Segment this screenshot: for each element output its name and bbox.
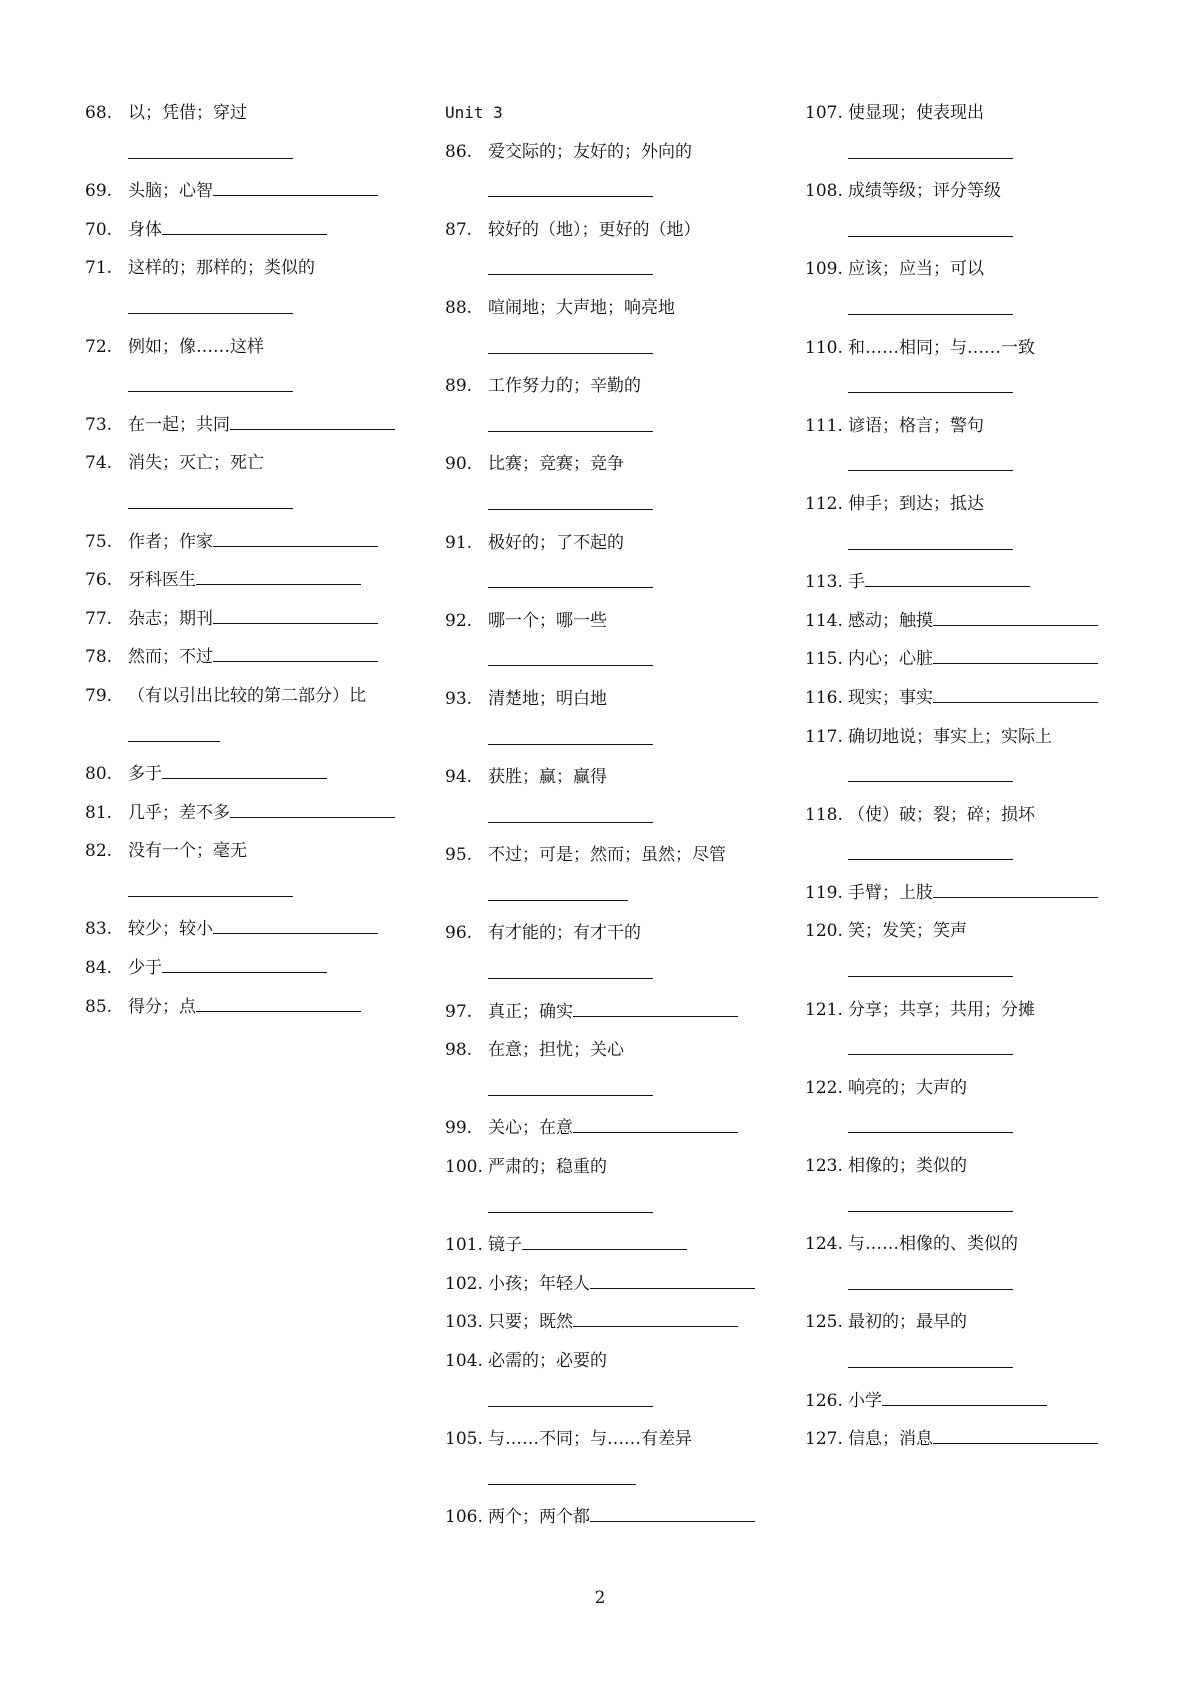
- vocab-entry: [445, 289, 785, 354]
- answer-blank[interactable]: [848, 1264, 1013, 1290]
- entry-number: 101.: [445, 1235, 483, 1256]
- entry-meaning: 分享；共享；共用；分摊: [848, 999, 1035, 1020]
- entry-meaning: 与……相像的、类似的: [848, 1234, 1018, 1255]
- entry-meaning: 手臂；上肢: [848, 882, 933, 903]
- answer-blank[interactable]: [848, 367, 1013, 393]
- entry-number: 94.: [445, 767, 473, 788]
- answer-blank[interactable]: [848, 1186, 1013, 1212]
- entry-number: 116.: [805, 687, 843, 708]
- vocab-entry: [445, 602, 785, 667]
- entry-meaning: 和……相同；与……一致: [848, 337, 1035, 358]
- entry-meaning: 成绩等级；评分等级: [848, 181, 1001, 202]
- vocab-entry: [805, 172, 1145, 237]
- vocab-entry: [85, 794, 425, 833]
- vocab-entry: [445, 758, 785, 823]
- entry-number: 83.: [85, 919, 113, 940]
- answer-blank[interactable]: [590, 1499, 755, 1522]
- answer-blank[interactable]: [488, 249, 653, 275]
- vocab-entry: [805, 94, 1145, 159]
- column-2: [445, 94, 785, 1537]
- entry-meaning: 在一起；共同: [128, 414, 230, 435]
- entry-meaning: 工作努力的；辛勤的: [488, 376, 641, 397]
- entry-meaning: 相像的；类似的: [848, 1156, 967, 1177]
- answer-blank[interactable]: [882, 1383, 1047, 1406]
- vocab-entry: [85, 523, 425, 562]
- entry-meaning: 只要；既然: [488, 1312, 573, 1333]
- entry-meaning: 以；凭借；穿过: [128, 103, 247, 123]
- vocab-entry: [85, 755, 425, 794]
- entry-meaning: 头脑；心智: [128, 181, 213, 202]
- answer-blank[interactable]: [933, 1421, 1098, 1444]
- entry-meaning: 多于: [128, 764, 162, 785]
- entry-number: 107.: [805, 103, 843, 123]
- answer-blank[interactable]: [488, 640, 653, 666]
- entry-number: 91.: [445, 532, 473, 553]
- entry-number: 85.: [85, 996, 113, 1017]
- vocab-entry: [445, 1031, 785, 1096]
- entry-meaning: 杂志；期刊: [128, 608, 213, 629]
- answer-blank[interactable]: [128, 366, 293, 392]
- answer-blank[interactable]: [933, 875, 1098, 898]
- entry-meaning: 信息；消息: [848, 1429, 933, 1450]
- vocab-entry: [445, 1498, 785, 1537]
- entry-meaning: 应该；应当；可以: [848, 259, 984, 280]
- vocab-entry: [445, 524, 785, 589]
- answer-blank[interactable]: [128, 288, 293, 314]
- vocab-entry: [445, 993, 785, 1032]
- entry-number: 109.: [805, 259, 843, 280]
- entry-number: 100.: [445, 1157, 483, 1178]
- entry-number: 102.: [445, 1273, 483, 1294]
- answer-blank[interactable]: [162, 212, 327, 235]
- vocab-entry: [445, 680, 785, 745]
- entry-meaning: 内心；心脏: [848, 649, 933, 670]
- answer-blank[interactable]: [230, 795, 395, 818]
- answer-blank[interactable]: [488, 406, 653, 432]
- vocab-entry: [445, 1420, 785, 1485]
- entry-number: 106.: [445, 1507, 483, 1528]
- entry-meaning: 最初的；最早的: [848, 1312, 967, 1333]
- answer-blank[interactable]: [573, 994, 738, 1017]
- entry-number: 89.: [445, 376, 473, 397]
- entry-number: 118.: [805, 804, 843, 825]
- vocab-entry: [805, 1225, 1145, 1290]
- answer-blank[interactable]: [162, 756, 327, 779]
- entry-meaning: （使）破；裂；碎；损坏: [848, 804, 1035, 825]
- answer-blank[interactable]: [848, 524, 1013, 550]
- entry-meaning: 真正；确实: [488, 1001, 573, 1022]
- answer-blank[interactable]: [848, 1029, 1013, 1055]
- entry-number: 119.: [805, 882, 843, 903]
- entry-meaning: 少于: [128, 958, 162, 979]
- entry-number: 69.: [85, 181, 113, 202]
- entry-number: 117.: [805, 726, 843, 747]
- vocab-entry: [445, 836, 785, 901]
- answer-blank[interactable]: [162, 950, 327, 973]
- entry-meaning: 没有一个；毫无: [128, 841, 247, 862]
- answer-blank[interactable]: [230, 407, 395, 430]
- entry-meaning: 笑；发笑；笑声: [848, 921, 967, 942]
- entry-meaning: 例如；像……这样: [128, 336, 264, 357]
- vocab-entry: [85, 988, 425, 1027]
- vocab-entry: [445, 1109, 785, 1148]
- vocab-entry: [85, 910, 425, 949]
- entry-number: 70.: [85, 219, 113, 240]
- answer-blank[interactable]: [865, 564, 1030, 587]
- vocab-entry: [445, 1342, 785, 1407]
- entry-number: 74.: [85, 453, 113, 474]
- entry-number: 105.: [445, 1429, 483, 1450]
- entry-number: 81.: [85, 802, 113, 823]
- vocab-entry: [805, 1303, 1145, 1368]
- entry-number: 78.: [85, 647, 113, 668]
- entry-meaning: 极好的；了不起的: [488, 532, 624, 553]
- entry-meaning: 小学: [848, 1390, 882, 1411]
- entry-number: 76.: [85, 570, 113, 591]
- entry-number: 96.: [445, 923, 473, 944]
- entry-meaning: 严肃的；稳重的: [488, 1157, 607, 1178]
- vocab-entry: [805, 718, 1145, 783]
- answer-blank[interactable]: [196, 562, 361, 585]
- vocab-entry: [805, 912, 1145, 977]
- vocab-entry: [85, 406, 425, 445]
- answer-blank[interactable]: [488, 1070, 653, 1096]
- entry-number: 80.: [85, 764, 113, 785]
- entry-meaning: 不过；可是；然而；虽然；尽管: [488, 845, 726, 866]
- entry-number: 87.: [445, 219, 473, 240]
- entry-number: 121.: [805, 999, 843, 1020]
- vocab-entry: [85, 328, 425, 393]
- answer-blank[interactable]: [213, 601, 378, 624]
- entry-number: 112.: [805, 493, 843, 514]
- entry-number: 86.: [445, 141, 473, 162]
- answer-blank[interactable]: [213, 639, 378, 662]
- entry-number: 75.: [85, 531, 113, 552]
- column-1: [85, 94, 425, 1026]
- entry-number: 84.: [85, 958, 113, 979]
- answer-blank[interactable]: [213, 911, 378, 934]
- vocab-entry: [805, 874, 1145, 913]
- answer-blank[interactable]: [213, 173, 378, 196]
- column-3: [805, 94, 1145, 1459]
- entry-meaning: 两个；两个都: [488, 1507, 590, 1528]
- entry-number: 71.: [85, 258, 113, 279]
- answer-blank[interactable]: [488, 1459, 636, 1485]
- entry-meaning: 必需的；必要的: [488, 1351, 607, 1371]
- vocab-entry: [805, 1420, 1145, 1459]
- entry-meaning: 喧闹地；大声地；响亮地: [488, 297, 675, 318]
- entry-meaning: 有才能的；有才干的: [488, 923, 641, 944]
- answer-blank[interactable]: [848, 951, 1013, 977]
- vocab-entry: [85, 249, 425, 314]
- vocab-entry: [805, 407, 1145, 472]
- vocab-entry: [85, 600, 425, 639]
- vocab-entry: [805, 602, 1145, 641]
- answer-blank[interactable]: [933, 603, 1098, 626]
- entry-number: 77.: [85, 608, 113, 629]
- entry-meaning: 牙科医生: [128, 570, 196, 591]
- entry-number: 120.: [805, 921, 843, 942]
- entry-meaning: 较好的（地）；更好的（地）: [488, 219, 701, 240]
- vocab-entry: [445, 914, 785, 979]
- entry-meaning: 镜子: [488, 1235, 522, 1256]
- entry-number: 90.: [445, 454, 473, 475]
- answer-blank[interactable]: [573, 1304, 738, 1327]
- entry-number: 79.: [85, 685, 113, 706]
- entry-number: 122.: [805, 1077, 843, 1098]
- entry-meaning: 比赛；竞赛；竞争: [488, 454, 624, 475]
- entry-number: 73.: [85, 414, 113, 435]
- vocab-entry: [85, 677, 425, 742]
- entry-number: 124.: [805, 1234, 843, 1255]
- entry-number: 103.: [445, 1312, 483, 1333]
- answer-blank[interactable]: [848, 289, 1013, 315]
- entry-number: 104.: [445, 1351, 483, 1371]
- vocab-entry: [805, 1382, 1145, 1421]
- answer-blank[interactable]: [488, 484, 653, 510]
- answer-blank[interactable]: [488, 797, 653, 823]
- vocab-entry: [85, 172, 425, 211]
- entry-number: 68.: [85, 103, 113, 123]
- answer-blank[interactable]: [848, 834, 1013, 860]
- answer-blank[interactable]: [573, 1110, 738, 1133]
- answer-blank[interactable]: [848, 1107, 1013, 1133]
- vocab-entry: [85, 638, 425, 677]
- vocab-entry: [85, 211, 425, 250]
- answer-blank[interactable]: [488, 328, 653, 354]
- entry-meaning: （有以引出比较的第二部分）比: [128, 685, 366, 706]
- vocab-entry: [445, 445, 785, 510]
- entry-meaning: 确切地说；事实上；实际上: [848, 726, 1052, 747]
- answer-blank[interactable]: [933, 641, 1098, 664]
- entry-meaning: 身体: [128, 219, 162, 240]
- entry-number: 127.: [805, 1429, 843, 1450]
- answer-blank[interactable]: [488, 875, 628, 901]
- entry-meaning: 现实；事实: [848, 687, 933, 708]
- entry-number: 93.: [445, 688, 473, 709]
- entry-meaning: 使显现；使表现出: [848, 103, 984, 123]
- entry-meaning: 伸手；到达；抵达: [848, 493, 984, 514]
- entry-meaning: 在意；担忧；关心: [488, 1040, 624, 1061]
- entry-number: 125.: [805, 1312, 843, 1333]
- entry-meaning: 然而；不过: [128, 647, 213, 668]
- answer-blank[interactable]: [848, 133, 1013, 159]
- vocab-entry: [805, 563, 1145, 602]
- entry-number: 98.: [445, 1040, 473, 1061]
- answer-blank[interactable]: [933, 680, 1098, 703]
- entry-number: 108.: [805, 181, 843, 202]
- vocab-entry: [805, 991, 1145, 1056]
- entry-meaning: 几乎；差不多: [128, 802, 230, 823]
- entry-meaning: 响亮的；大声的: [848, 1077, 967, 1098]
- entry-number: 123.: [805, 1156, 843, 1177]
- vocab-entry: [445, 1148, 785, 1213]
- unit-heading: Unit 3: [445, 103, 503, 122]
- entry-meaning: 爱交际的；友好的；外向的: [488, 141, 692, 162]
- vocab-entry: [805, 640, 1145, 679]
- vocab-entry: [805, 485, 1145, 550]
- answer-blank[interactable]: [488, 953, 653, 979]
- entry-number: 88.: [445, 297, 473, 318]
- vocab-entry: [85, 444, 425, 509]
- entry-meaning: 与……不同；与……有差异: [488, 1429, 692, 1450]
- entry-meaning: 感动；触摸: [848, 610, 933, 631]
- vocab-entry: [805, 329, 1145, 394]
- vocab-entry: [445, 1265, 785, 1304]
- entry-number: 111.: [805, 415, 843, 436]
- entry-number: 72.: [85, 336, 113, 357]
- vocab-entry: [805, 1069, 1145, 1134]
- entry-number: 92.: [445, 610, 473, 631]
- entry-number: 82.: [85, 841, 113, 862]
- page-number: 2: [594, 1588, 606, 1608]
- answer-blank[interactable]: [488, 562, 653, 588]
- vocab-entry: [805, 250, 1145, 315]
- entry-meaning: 较少；较小: [128, 919, 213, 940]
- answer-blank[interactable]: [488, 1381, 653, 1407]
- answer-blank[interactable]: [128, 871, 293, 897]
- answer-blank[interactable]: [522, 1227, 687, 1250]
- entry-number: 115.: [805, 649, 843, 670]
- entry-meaning: 手: [848, 572, 865, 593]
- entry-number: 113.: [805, 572, 843, 593]
- vocab-entry: [85, 832, 425, 897]
- entry-meaning: 小孩；年轻人: [488, 1273, 590, 1294]
- vocab-entry: [85, 94, 425, 159]
- vocab-entry: [85, 561, 425, 600]
- answer-blank[interactable]: [128, 716, 220, 742]
- entry-meaning: 这样的；那样的；类似的: [128, 258, 315, 279]
- entry-number: 126.: [805, 1390, 843, 1411]
- answer-blank[interactable]: [488, 719, 653, 745]
- answer-blank[interactable]: [590, 1266, 755, 1289]
- entry-meaning: 哪一个；哪一些: [488, 610, 607, 631]
- answer-blank[interactable]: [848, 1342, 1013, 1368]
- entry-meaning: 得分；点: [128, 996, 196, 1017]
- vocab-entry: [445, 1226, 785, 1265]
- answer-blank[interactable]: [848, 756, 1013, 782]
- answer-blank[interactable]: [213, 524, 378, 547]
- answer-blank[interactable]: [848, 211, 1013, 237]
- entry-meaning: 获胜；赢；赢得: [488, 767, 607, 788]
- entry-meaning: 作者；作家: [128, 531, 213, 552]
- vocab-entry: [85, 949, 425, 988]
- entry-meaning: 消失；灭亡；死亡: [128, 453, 264, 474]
- vocab-entry: [805, 679, 1145, 718]
- answer-blank[interactable]: [128, 483, 293, 509]
- answer-blank[interactable]: [196, 989, 361, 1012]
- answer-blank[interactable]: [848, 445, 1013, 471]
- entry-meaning: 清楚地；明白地: [488, 688, 607, 709]
- vocab-entry: [445, 1303, 785, 1342]
- entry-number: 95.: [445, 845, 473, 866]
- entry-number: 110.: [805, 337, 843, 358]
- answer-blank[interactable]: [488, 1187, 653, 1213]
- entry-number: 114.: [805, 610, 843, 631]
- vocab-entry: [445, 367, 785, 432]
- entry-number: 97.: [445, 1001, 473, 1022]
- vocab-entry: [445, 211, 785, 276]
- vocab-entry: [805, 1147, 1145, 1212]
- vocab-entry: [445, 133, 785, 198]
- answer-blank[interactable]: [128, 133, 293, 159]
- entry-meaning: 关心；在意: [488, 1118, 573, 1139]
- vocab-entry: [805, 796, 1145, 861]
- answer-blank[interactable]: [488, 171, 653, 197]
- entry-number: 99.: [445, 1118, 473, 1139]
- entry-meaning: 谚语；格言；警句: [848, 415, 984, 436]
